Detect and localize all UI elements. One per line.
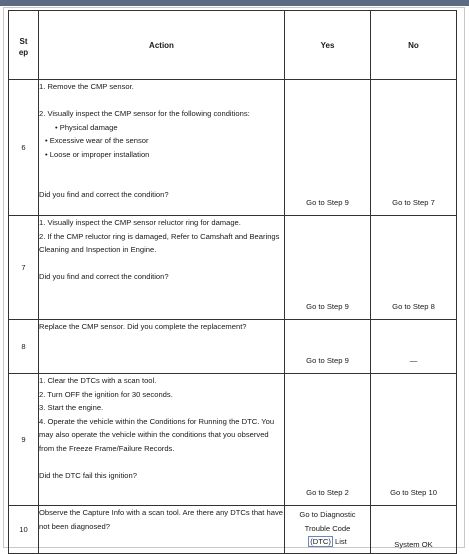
header-step-line2: ep bbox=[18, 48, 29, 57]
table-row bbox=[9, 320, 457, 374]
bullet-item: • Physical damage bbox=[55, 122, 118, 132]
action-cell bbox=[39, 506, 285, 554]
action-line: 1. Visually inspect the CMP sensor reluctor ring for damage. bbox=[39, 218, 241, 227]
action-line: 1. Remove the CMP sensor. bbox=[39, 82, 134, 91]
diagnostic-table bbox=[8, 10, 457, 554]
action-question: Did you find and correct the condition? bbox=[39, 190, 169, 199]
action-line: 2. Visually inspect the CMP sensor for the following conditions: bbox=[39, 109, 250, 118]
action-line: 2. Turn OFF the ignition for 30 seconds. bbox=[39, 389, 173, 399]
action-line: 3. Start the engine. bbox=[39, 403, 104, 412]
action-question: Did you find and correct the condition? bbox=[39, 272, 169, 281]
spacer bbox=[39, 94, 284, 108]
action-line: 1. Clear the DTCs with a scan tool. bbox=[39, 376, 157, 385]
header-no: No bbox=[371, 11, 457, 80]
table-row bbox=[9, 506, 457, 554]
action-cell bbox=[39, 80, 285, 216]
yes-cell: Go to Step 2 bbox=[285, 374, 371, 506]
no-cell: Go to Step 8 bbox=[371, 216, 457, 320]
yes-line: Trouble Code bbox=[304, 523, 351, 533]
top-window-bar bbox=[0, 0, 469, 6]
bullet-item: • Excessive wear of the sensor bbox=[45, 136, 149, 145]
action-cell bbox=[39, 374, 285, 506]
step-number: 6 bbox=[9, 80, 39, 216]
action-cell bbox=[39, 216, 285, 320]
action-cell bbox=[39, 320, 285, 374]
no-cell: — bbox=[371, 320, 457, 374]
dtc-link[interactable]: (DTC) bbox=[310, 537, 331, 546]
spacer bbox=[39, 175, 284, 189]
yes-cell: Go to Step 9 bbox=[285, 216, 371, 320]
table-row bbox=[9, 80, 457, 216]
step-number: 7 bbox=[9, 216, 39, 320]
yes-cell: Go to Step 9 bbox=[285, 320, 371, 374]
header-action: Action bbox=[39, 11, 285, 80]
no-cell: System OK bbox=[371, 506, 457, 554]
step-number: 8 bbox=[9, 320, 39, 374]
spacer bbox=[39, 161, 284, 175]
header-step-line1: St bbox=[19, 37, 28, 46]
yes-line: List bbox=[332, 537, 347, 546]
step-number: 10 bbox=[9, 506, 39, 554]
spacer bbox=[39, 257, 284, 271]
action-line: Replace the CMP sensor. Did you complete the replacement? bbox=[39, 322, 247, 331]
yes-cell bbox=[285, 506, 371, 554]
yes-line: Go to Diagnostic bbox=[299, 510, 356, 519]
action-question: Did the DTC fail this ignition? bbox=[39, 470, 137, 480]
bullet-item: • Loose or improper installation bbox=[45, 149, 150, 159]
table-row bbox=[9, 374, 457, 506]
no-cell: Go to Step 7 bbox=[371, 80, 457, 216]
spacer bbox=[39, 455, 284, 469]
header-step bbox=[9, 11, 39, 80]
header-yes: Yes bbox=[285, 11, 371, 80]
no-cell: Go to Step 10 bbox=[371, 374, 457, 506]
action-line: 4. Operate the vehicle within the Conditions for Running the DTC. You may also operate the vehicle within the conditions that you observed from the Freeze Frame/Failure Records. bbox=[39, 416, 275, 453]
table-header-row bbox=[9, 11, 457, 80]
step-number: 9 bbox=[9, 374, 39, 506]
table-row bbox=[9, 216, 457, 320]
action-line: Observe the Capture Info with a scan tool. Are there any DTCs that have not been diagnosed? bbox=[39, 508, 283, 531]
yes-cell: Go to Step 9 bbox=[285, 80, 371, 216]
action-line: 2. If the CMP reluctor ring is damaged, Refer to Camshaft and Bearings Cleaning and Inspection in Engine. bbox=[39, 231, 280, 254]
